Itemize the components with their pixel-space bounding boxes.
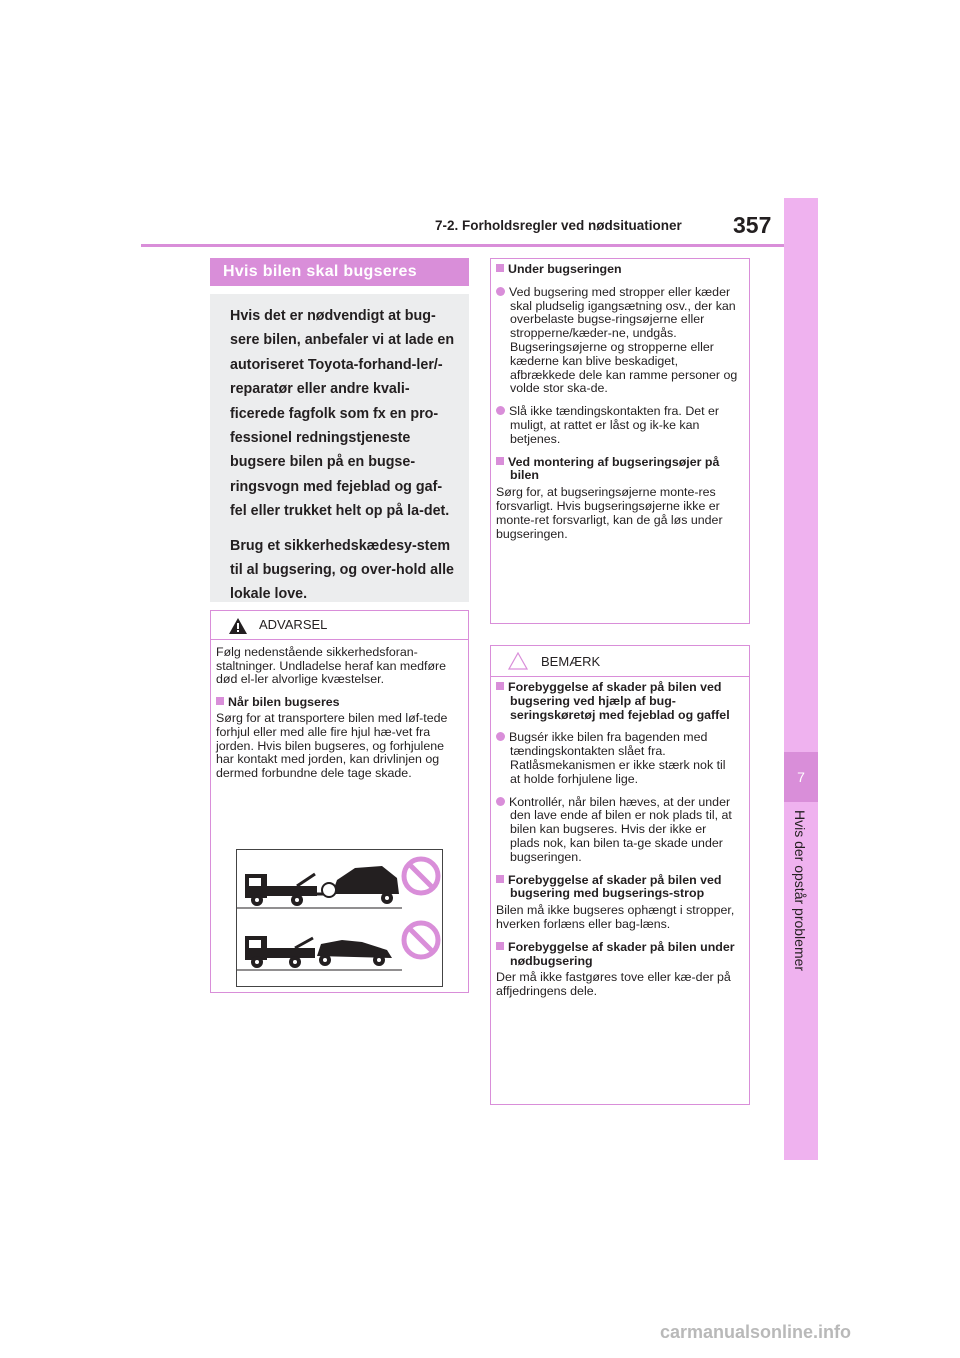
bullet-text: Kontrollér, når bilen hæves, at der under den lave ende af bilen er nok plads til, at bilen kan bugseres. Hvis der ikke er plads nok, kan bilen ta-ge skade under bugseringen. [509, 794, 732, 864]
square-bullet-icon [496, 457, 504, 465]
round-bullet-icon [496, 406, 505, 415]
subheading-towing-eyelets [496, 456, 739, 484]
square-bullet-icon [496, 875, 504, 883]
bullet-text: Slå ikke tændingskontakten fra. Det er muligt, at rattet er låst og ik-ke kan betjenes. [509, 404, 720, 446]
note-label: BEMÆRK [541, 654, 601, 669]
section-title: Hvis bilen skal bugseres [210, 258, 469, 286]
subheading-text: Under bugseringen [508, 262, 622, 276]
round-bullet-icon [496, 287, 505, 296]
tow-truck-front-lift-icon [237, 866, 402, 908]
intro-box [210, 294, 469, 602]
towing-illustration [236, 849, 443, 987]
notice-icon [508, 652, 528, 670]
bullet-item [496, 286, 739, 396]
note-paragraph: Bilen må ikke bugseres ophængt i stropper, hverken forlæns eller bag-læns. [496, 903, 735, 931]
square-bullet-icon [496, 264, 504, 272]
subheading-text: Forebyggelse af skader på bilen under nødbugsering [508, 939, 735, 968]
chapter-title: 7-2. Forholdsregler ved nødsituationer [435, 218, 682, 233]
towing-info-box [490, 258, 750, 624]
bullet-item [496, 796, 739, 865]
square-bullet-icon [496, 682, 504, 690]
prohibited-icon [404, 859, 438, 893]
warning-paragraph-2: Sørg for at transportere bilen med løf-tede forhjul eller med alle fire hjul hæ-vet fra jorden. Hvis bilen bugseres, og forhjulene har kontakt med jorden, kan drivlinjen og dermed forbundne dele tage skade. [216, 711, 448, 780]
note-paragraph: Der må ikke fastgøres tove eller kæ-der på affjedringens dele. [496, 970, 731, 999]
intro-paragraph-1: Hvis det er nødvendigt at bug-sere bilen, anbefaler vi at lade en autoriseret Toyota-forhand-ler/-reparatør eller andre kvali-ficerede fagfolk som fx en pro-fessionel redningstjeneste bugsere bilen på en bugse-ringsvogn med fejeblad og gaf-fel eller trukket helt op på la-det. [230, 308, 455, 520]
header-rule [141, 244, 784, 247]
subheading-text: Ved montering af bugseringsøjer på bilen [508, 454, 720, 483]
note-header [491, 646, 749, 677]
watermark: carmanualsonline.info [660, 1322, 852, 1342]
eyelet-paragraph: Sørg for, at bugseringsøjerne monte-res forsvarligt. Hvis bugseringsøjerne ikke er monte-ret forsvarligt, kan de gå løs under bugseringen. [496, 485, 723, 541]
sidebar-chapter-number: 7 [784, 752, 818, 802]
square-bullet-icon [496, 942, 504, 950]
warning-paragraph-1: Følg nedenstående sikkerhedsforan-staltninger. Undladelse heraf kan medføre død el-ler alvorlige kvæstelser. [216, 645, 447, 687]
bullet-item [496, 405, 739, 446]
prohibited-icon [404, 923, 438, 957]
warning-body [211, 640, 468, 780]
subheading-text: Forebyggelse af skader på bilen ved bugsering ved hjælp af bug-seringskøretøj med fejeblad og gaffel [508, 680, 730, 722]
bullet-text: Bugsér ikke bilen fra bagenden med tændingskontakten slået fra. Ratlåsmekanismen er ikke stærk nok til at holde forhjulene lige. [509, 730, 726, 786]
towing-diagram [237, 850, 442, 986]
chapter-sidebar [784, 198, 818, 1160]
bullet-item [496, 731, 739, 786]
warning-label: ADVARSEL [259, 617, 328, 632]
warning-header [211, 611, 468, 640]
note-subheading [496, 681, 739, 722]
round-bullet-icon [496, 732, 505, 741]
note-subheading [496, 941, 739, 969]
warning-heading [216, 696, 458, 710]
warning-icon [228, 617, 248, 635]
subheading-text: Forebyggelse af skader på bilen ved bugsering med bugserings-strop [508, 872, 722, 901]
bullet-text: Ved bugsering med stropper eller kæder skal pludselig igangsætning osv., der kan overbelaste bugse-ringsøjerne eller stropperne/kæder-ne, undgås. Bugseringsøjerne og stropperne eller kæderne kan blive beskadiget, afbrækkede dele kan ramme personer og volde stor ska-de. [509, 284, 738, 396]
subheading-under-towing [496, 263, 739, 277]
intro-paragraph-2: Brug et sikkerhedskædesy-stem til al bugsering, og over-hold alle lokale love. [230, 537, 455, 603]
note-box [490, 645, 750, 1105]
warning-heading-text: Når bilen bugseres [228, 694, 340, 709]
round-bullet-icon [496, 797, 505, 806]
page-number: 357 [733, 212, 772, 238]
square-bullet-icon [216, 697, 224, 705]
sidebar-label-text: Hvis der opstår problemer [792, 810, 808, 972]
note-subheading [496, 874, 739, 902]
tow-truck-rear-lift-icon [237, 936, 402, 970]
